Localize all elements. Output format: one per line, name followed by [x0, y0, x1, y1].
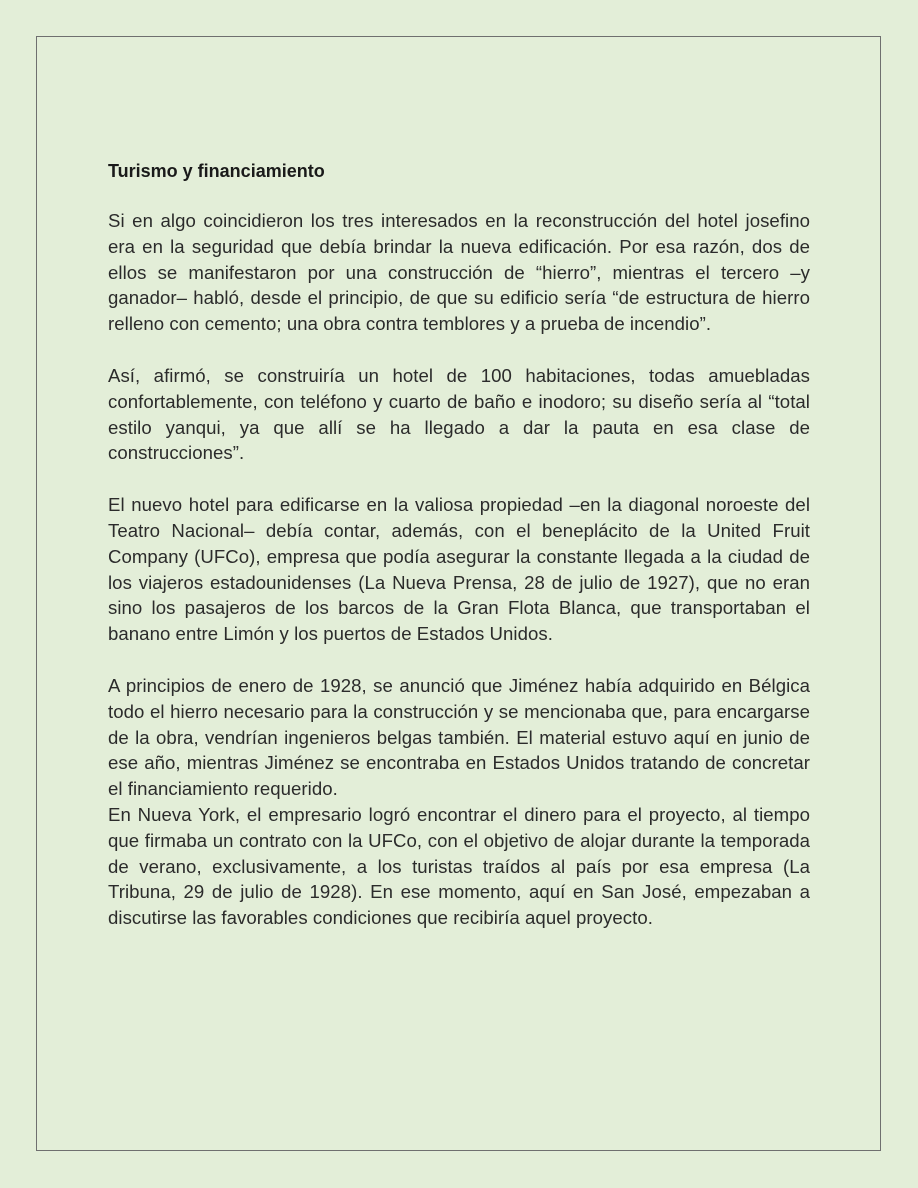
- document-body: [108, 158, 810, 931]
- paragraph-1: Si en algo coincidieron los tres interesados en la reconstrucción del hotel josefino era en la seguridad que debía brindar la nueva edificación. Por esa razón, dos de ellos se manifestaron por una construcción de “hierro”, mientras el tercero –y ganador– habló, desde el principio, de que su edificio sería “de estructura de hierro relleno con cemento; una obra contra temblores y a prueba de incendio”.: [108, 210, 810, 335]
- paragraph-2: Así, afirmó, se construiría un hotel de 100 habitaciones, todas amuebladas confortablemente, con teléfono y cuarto de baño e inodoro; su diseño sería al “total estilo yanqui, ya que allí se ha llegado a dar la pauta en esa clase de construcciones”.: [108, 364, 810, 464]
- paragraph-3: El nuevo hotel para edificarse en la valiosa propiedad –en la diagonal noroeste del Teatro Nacional– debía contar, además, con el beneplácito de la United Fruit Company (UFCo), empresa que podía asegurar la constante llegada a la ciudad de los viajeros estadounidenses (La Nueva Prensa, 28 de julio de 1927), que no eran sino los pasajeros de los barcos de la Gran Flota Blanca, que transportaban el banano entre Limón y los puertos de Estados Unidos.: [108, 494, 810, 645]
- section-title: Turismo y financiamiento: [108, 161, 325, 181]
- paragraph-4: A principios de enero de 1928, se anunció que Jiménez había adquirido en Bélgica todo el hierro necesario para la construcción y se mencionaba que, para encargarse de la obra, vendrían ingenieros belgas también. El material estuvo aquí en junio de ese año, mientras Jiménez se encontraba en Estados Unidos tratando de concretar el financiamiento requerido.: [108, 674, 810, 800]
- paragraph-5: En Nueva York, el empresario logró encontrar el dinero para el proyecto, al tiempo que firmaba un contrato con la UFCo, con el objetivo de alojar durante la temporada de verano, exclusivamente, a los turistas traídos al país por esa empresa (La Tribuna, 29 de julio de 1928). En ese momento, aquí en San José, empezaban a discutirse las favorables condiciones que recibiría aquel proyecto.: [108, 803, 810, 929]
